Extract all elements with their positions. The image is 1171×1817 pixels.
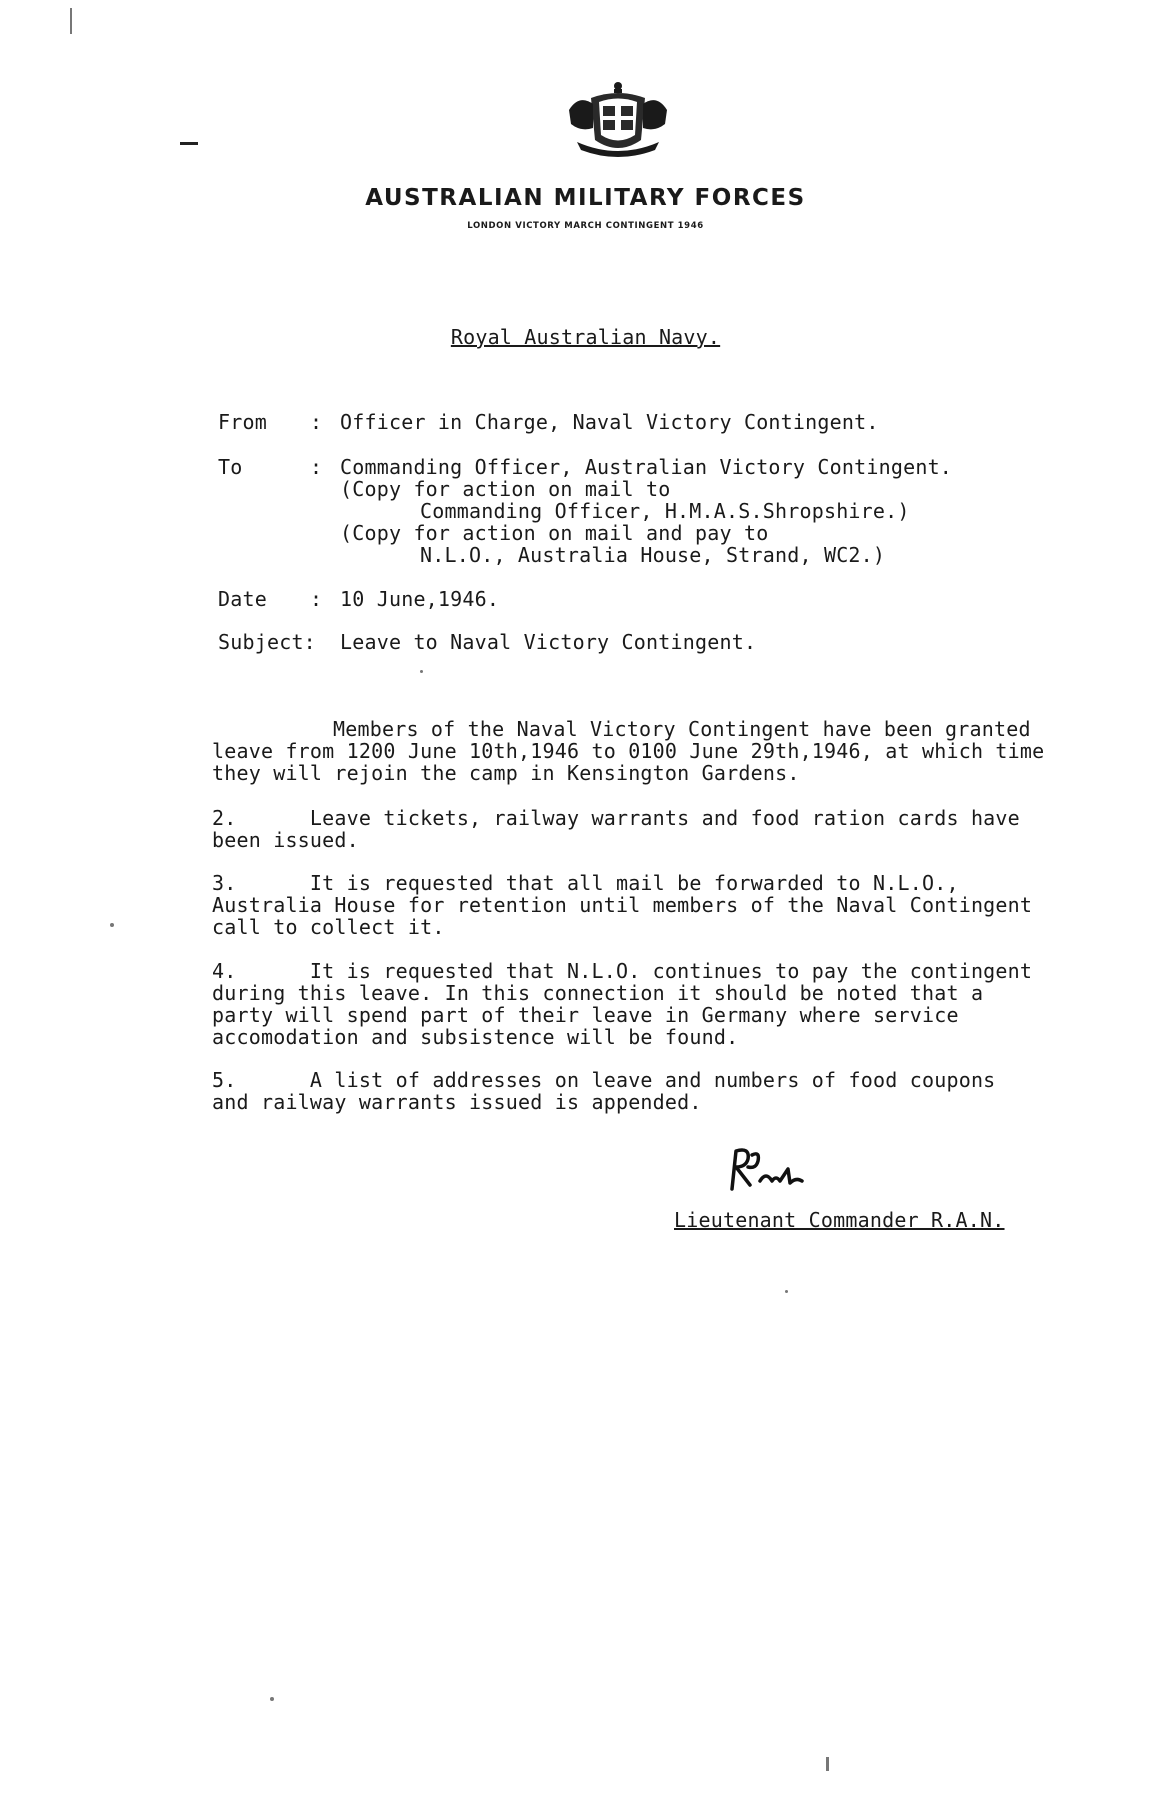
organization-subtitle: LONDON VICTORY MARCH CONTINGENT 1946	[467, 221, 704, 231]
paragraph-4-line-3: party will spend part of their leave in Germany where service	[212, 1003, 959, 1027]
copy2-line1: (Copy for action on mail and pay to	[340, 521, 769, 545]
paragraph-4-line-2: during this leave. In this connection it should be noted that a	[212, 981, 984, 1005]
from-colon: :	[310, 410, 323, 434]
paragraph-1-line-3: they will rejoin the camp in Kensington Gardens.	[212, 761, 800, 785]
paragraph-4-line-4: accomodation and subsistence will be found.	[212, 1025, 739, 1049]
paragraph-3-line-2: Australia House for retention until members of the Naval Contingent	[212, 893, 1033, 917]
service-heading: Royal Australian Navy.	[450, 325, 721, 349]
signatory-title: Lieutenant Commander R.A.N.	[674, 1208, 1005, 1232]
paragraph-1-line-1: Members of the Naval Victory Contingent have been granted	[333, 717, 1031, 741]
from-value: Officer in Charge, Naval Victory Contingent.	[340, 410, 879, 434]
scan-mark	[180, 142, 198, 145]
paragraph-3-line-3: call to collect it.	[212, 915, 445, 939]
to-value: Commanding Officer, Australian Victory Contingent.	[340, 455, 953, 479]
paragraph-5-line-1: 5. A list of addresses on leave and numbers of food coupons	[212, 1068, 996, 1092]
subject-value: Leave to Naval Victory Contingent.	[340, 630, 757, 654]
coat-of-arms-emblem	[563, 80, 673, 162]
organization-title: AUSTRALIAN MILITARY FORCES	[365, 185, 806, 211]
date-value: 10 June,1946.	[340, 587, 500, 611]
date-colon: :	[310, 587, 323, 611]
copy1-line1: (Copy for action on mail to	[340, 477, 671, 501]
paragraph-2-line-1: 2. Leave tickets, railway warrants and food ration cards have	[212, 806, 1020, 830]
handwritten-signature	[726, 1145, 804, 1195]
scan-mark	[420, 670, 423, 673]
to-colon: :	[310, 455, 323, 479]
paragraph-5-line-2: and railway warrants issued is appended.	[212, 1090, 702, 1114]
scan-mark	[110, 923, 114, 927]
subject-label: Subject:	[218, 630, 316, 654]
date-label: Date	[218, 587, 267, 611]
from-label: From	[218, 410, 267, 434]
scan-mark	[785, 1290, 788, 1293]
paragraph-3-line-1: 3. It is requested that all mail be forwarded to N.L.O.,	[212, 871, 959, 895]
scan-mark	[826, 1757, 829, 1771]
paragraph-4-line-1: 4. It is requested that N.L.O. continues to pay the contingent	[212, 959, 1033, 983]
paragraph-2-line-2: been issued.	[212, 828, 359, 852]
scan-mark	[70, 8, 72, 34]
copy2-line2: N.L.O., Australia House, Strand, WC2.)	[420, 543, 886, 567]
paragraph-1-line-2: leave from 1200 June 10th,1946 to 0100 June 29th,1946, at which time	[212, 739, 1045, 763]
to-label: To	[218, 455, 243, 479]
scan-mark	[270, 1697, 274, 1701]
copy1-line2: Commanding Officer, H.M.A.S.Shropshire.)	[420, 499, 910, 523]
